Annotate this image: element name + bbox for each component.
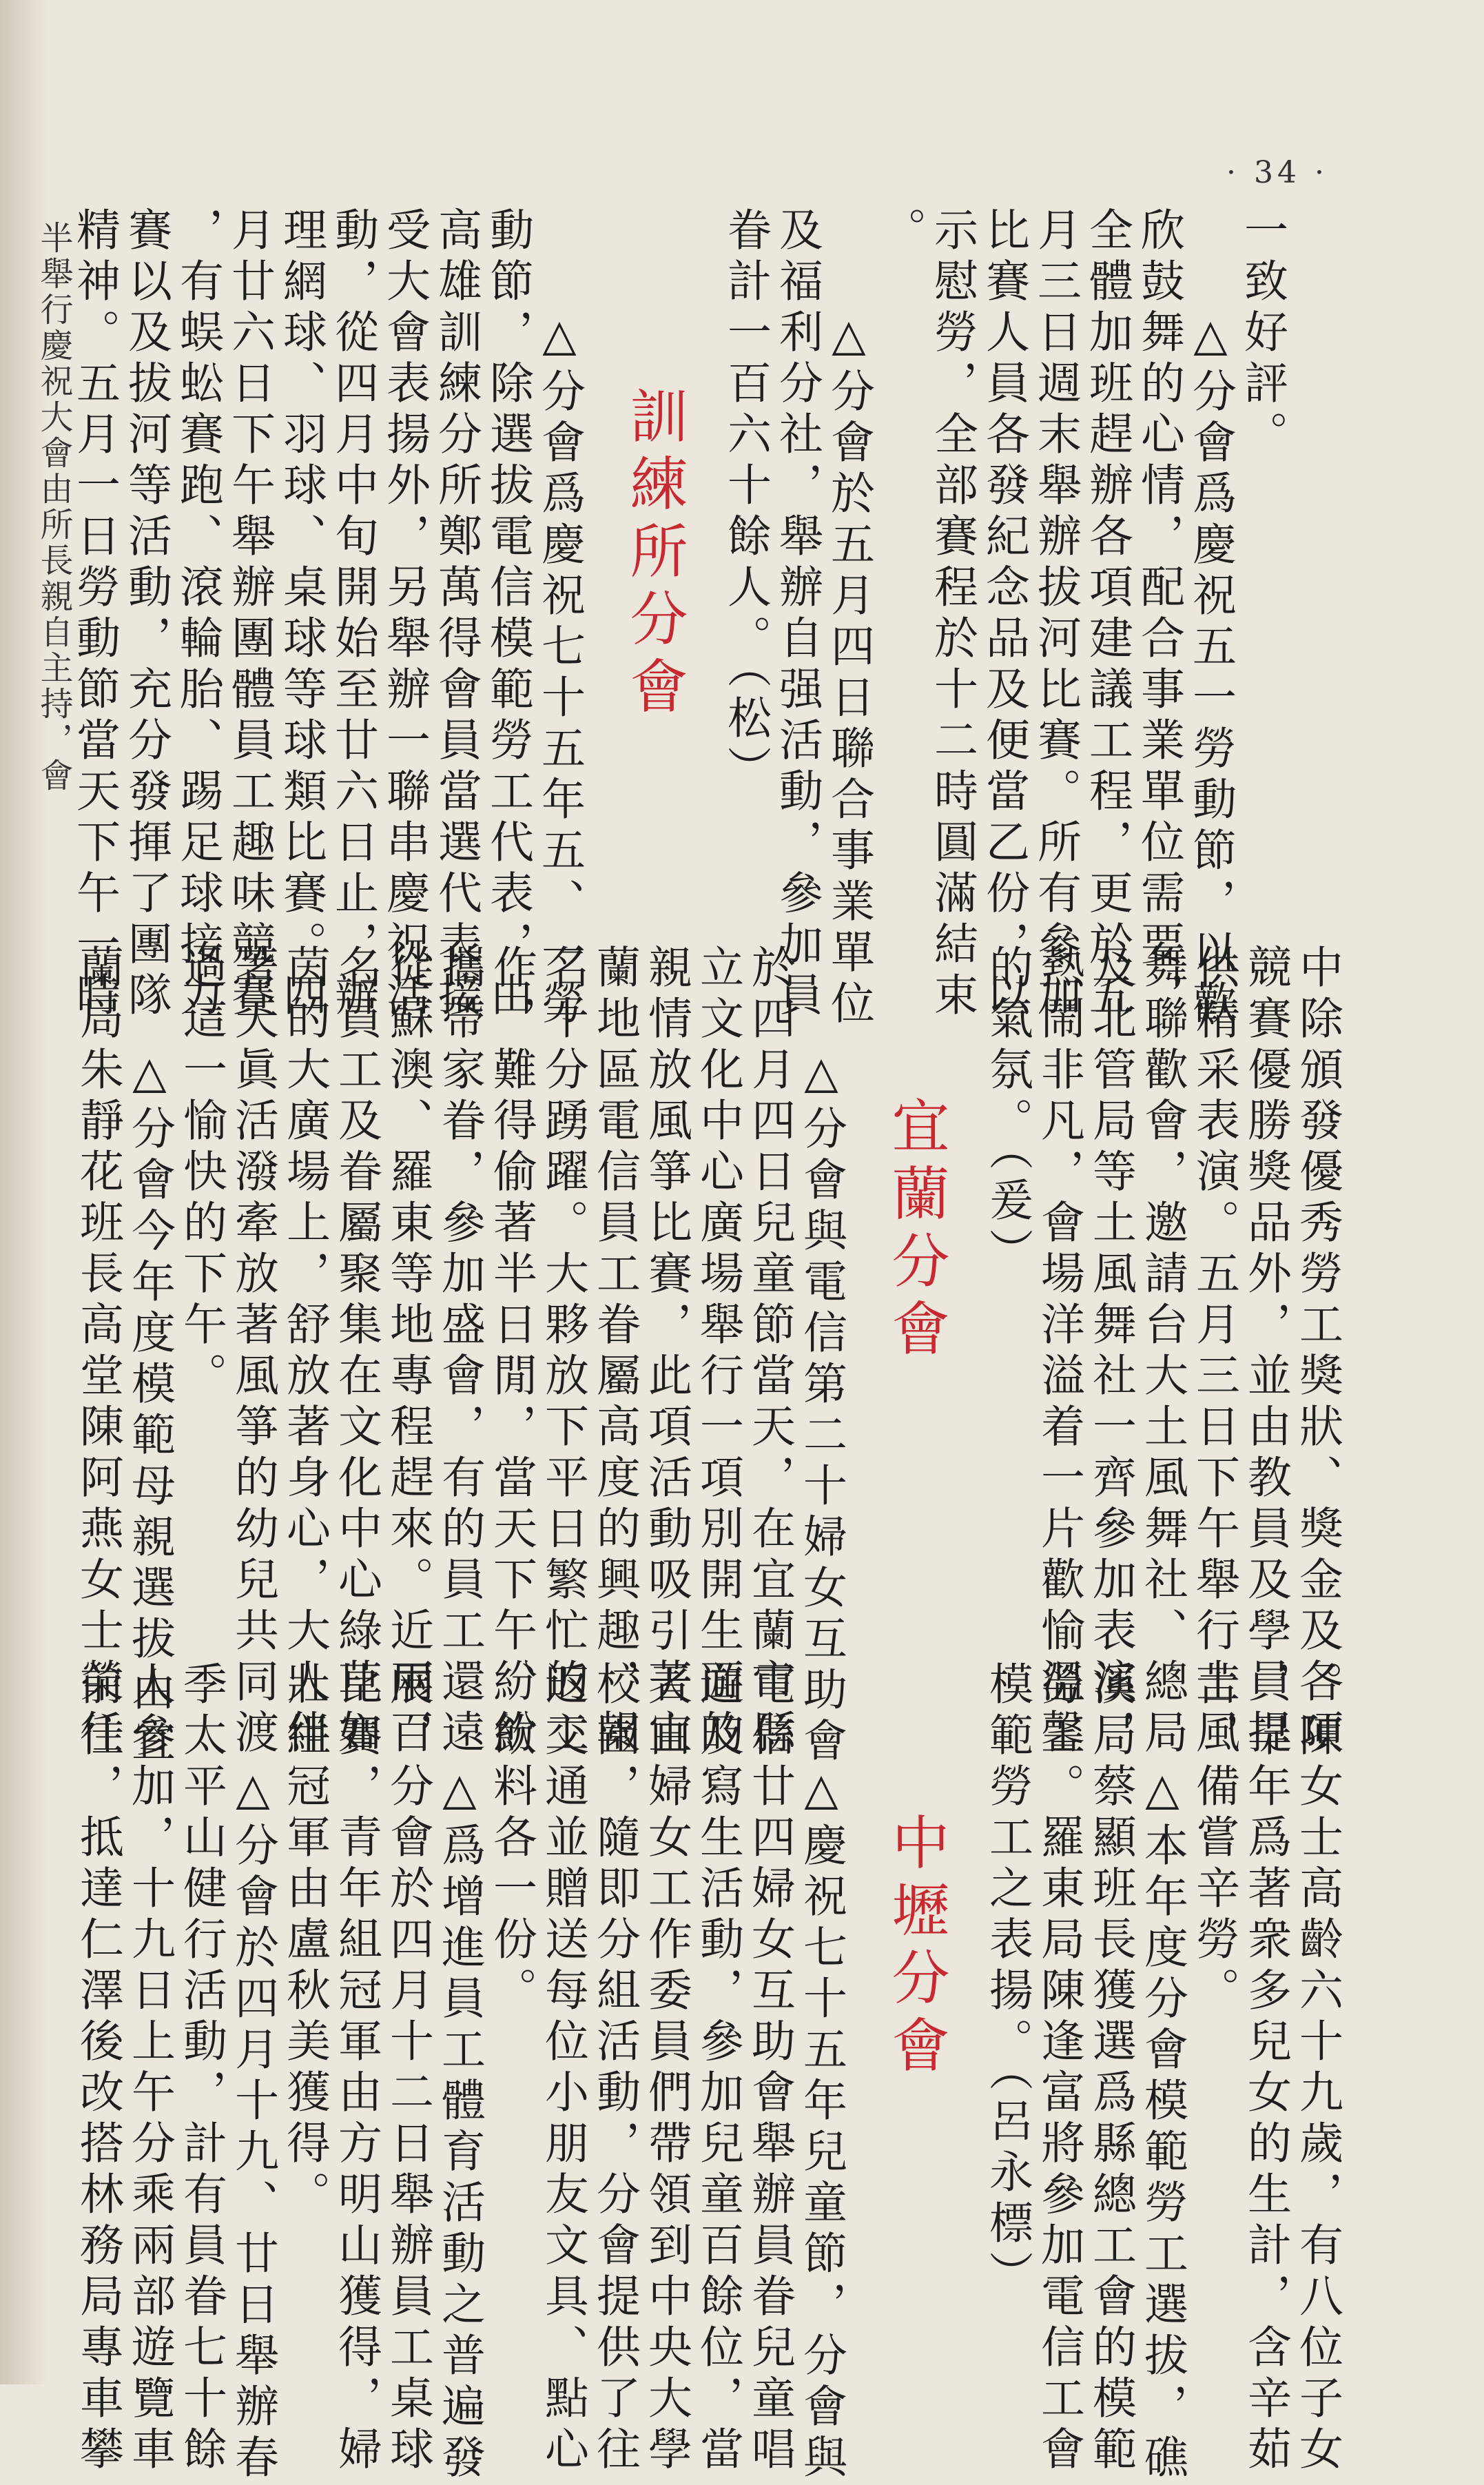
section-heading-zhongli: 中壢分會: [883, 1812, 950, 2083]
text-column: 比賽，青年組冠軍由方明山獲得，婦: [331, 1661, 382, 2477]
text-column: 遊及寫生活動，參加兒童百餘位，當: [692, 1661, 743, 2477]
text-column: 欣鼓舞的心情，配合事業單位需要，: [1133, 207, 1184, 1023]
text-column: 壯組冠軍由盧秋美獲得。: [279, 1661, 330, 2222]
text-column: 苦，備嘗辛勞。: [1188, 1661, 1239, 2018]
text-column: 溪局蔡顯班長獲選爲縣總工會的模範: [1085, 1661, 1136, 2477]
text-column: 茵的大廣場上，舒放著身心，大人伴: [279, 944, 330, 1760]
text-column: 於四月四日兒童節當天，在宜蘭市縣: [744, 944, 795, 1760]
text-column: 一致好評。: [1237, 207, 1288, 462]
text-column: 、飲料各一份。: [486, 1661, 537, 2018]
text-column: 人參加，十九日上午分乘兩部遊覽車: [124, 1661, 175, 2477]
text-column: △分會與電信第二十婦女互助會: [796, 1047, 847, 1768]
text-column: 前往，抵達仁澤後改搭林務局專車攀: [72, 1661, 123, 2477]
text-column: 攜帶家眷，參加盛會，有的員工還遠: [434, 944, 485, 1760]
text-column: 月廿六日下午舉辦團體員工趣味競賽: [224, 207, 275, 1023]
text-column: 勞工。羅東局陳逢富將參加電信工會: [1033, 1661, 1084, 2477]
text-column: 季太平山健行活動，計有員眷七十餘: [176, 1661, 227, 2477]
text-column: 比賽人員各發紀念品及便當乙份，以: [978, 207, 1029, 1023]
text-column: ，早年爲著衆多兒女的生計，含辛茹: [1240, 1661, 1291, 2477]
text-column: 動節，除選拔電信模範勞工代表，由: [482, 207, 533, 1023]
text-column: △分會爲慶祝五一勞動節，以歡: [1185, 310, 1236, 1031]
text-column: 全體加班趕辦各項建議工程，更於五: [1082, 207, 1133, 1023]
section-heading-training: 訓練所分會: [621, 386, 688, 724]
text-column: 親情放風箏比賽，此項活動吸引著宜: [641, 944, 692, 1760]
text-column: 。: [875, 207, 926, 258]
text-column: 賽以及拔河等活動，充分發揮了團隊: [121, 207, 172, 1023]
text-column: 及北管局等土風舞社一齊參加表演，: [1085, 944, 1136, 1760]
text-column: 舞聯歡會，邀請台大土風舞社、總局: [1137, 944, 1188, 1760]
text-column: 天由婦女工作委員們帶領到中央大學: [641, 1661, 692, 2477]
text-column: 返交通並贈送每位小朋友文具、點心: [537, 1661, 588, 2477]
text-column: 蘭局朱靜花班長高堂陳阿燕女士榮任: [72, 944, 123, 1760]
text-column: 中除頒發優秀勞工獎狀、獎金及各項: [1292, 944, 1343, 1760]
page-number: · 34 ·: [1226, 155, 1328, 190]
text-column: 動，從四月中旬開始至廿六日止，辦: [327, 207, 378, 1023]
text-column: △爲增進員工體育活動之普遍發: [434, 1764, 485, 2485]
text-column: 供精采表演。五月三日下午舉行土風: [1188, 944, 1239, 1760]
text-column: 高雄訓練分所鄭萬得會員當選代表接: [431, 207, 482, 1023]
text-column: 從蘇澳、羅東等地專程趕來。近兩百: [382, 944, 433, 1760]
text-column: 精神。五月一日勞動節當天下午一時: [69, 207, 120, 1023]
text-column: 名十分踴躍。大夥放下平日繁忙的工: [537, 944, 588, 1760]
text-column: 月三日週末舉辦拔河比賽。所有參加: [1030, 207, 1081, 1023]
text-column: 蘭地區電信員工眷屬高度的興趣，報: [589, 944, 640, 1760]
text-column: ，有蜈蚣賽跑、滾輪胎、踢足球接力: [172, 207, 223, 1023]
text-column: 的氣氛。（爰）: [982, 944, 1033, 1279]
top-text-block: [0, 207, 1378, 1031]
middle-text-block: [0, 944, 1378, 1768]
text-column: △分會於四月十九、廿日舉辦春: [227, 1764, 278, 2485]
text-column: △慶祝七十五年兒童節，分會與: [796, 1764, 847, 2485]
margin-text-column: 半舉行慶祝大會由所長親自主持，會: [34, 221, 73, 794]
text-column: 過這一愉快的下午。: [176, 944, 227, 1403]
text-column: 立文化中心廣場舉行一項別開生面的: [692, 944, 743, 1760]
text-column: 著天眞活潑牽放著風箏的幼兒共同渡: [227, 944, 278, 1760]
text-column: 模範勞工之表揚。（呂永標）: [982, 1661, 1033, 2302]
text-column: △分會爲慶祝七十五年五、一勞: [534, 310, 585, 1031]
text-column: 展，分會於四月十二日舉辦員工桌球: [382, 1661, 433, 2477]
text-column: 熱鬧非凡，會場洋溢着一片歡愉溫馨: [1033, 944, 1084, 1760]
text-column: △分會今年度模範母親選拔由宜: [124, 1047, 175, 1768]
text-column: 競賽優勝獎品外，並由教員及學員提: [1240, 944, 1291, 1760]
text-column: △分會於五月四日聯合事業單位: [823, 310, 874, 1031]
text-column: 眷計一百六十餘人。（松）: [720, 207, 771, 797]
text-column: 。陳女士高齡六十九歲，有八位子女: [1292, 1661, 1343, 2477]
text-column: 示慰勞，全部賽程於十二時圓滿結束: [927, 207, 978, 1023]
text-column: 作，難得偷著半日閒，當天下午紛紛: [486, 944, 537, 1760]
text-column: 電信廿四婦女互助會舉辦員眷兒童唱: [744, 1661, 795, 2477]
text-column: 受大會表揚外，另舉辦一聯串慶祝活: [379, 207, 430, 1023]
text-column: △本年度分會模範勞工選拔，礁: [1137, 1764, 1188, 2485]
text-column: 理網球、羽球、桌球等球類比賽。四: [276, 207, 327, 1023]
text-column: 名員工及眷屬聚集在文化中心綠草如: [331, 944, 382, 1760]
section-heading-yilan: 宜蘭分會: [883, 1096, 950, 1366]
text-column: 校園，隨即分組活動，分會提供了往: [589, 1661, 640, 2477]
text-column: 及福利分社，舉辦自强活動，參加員: [772, 207, 823, 1023]
bottom-text-block: [0, 1661, 1378, 2485]
